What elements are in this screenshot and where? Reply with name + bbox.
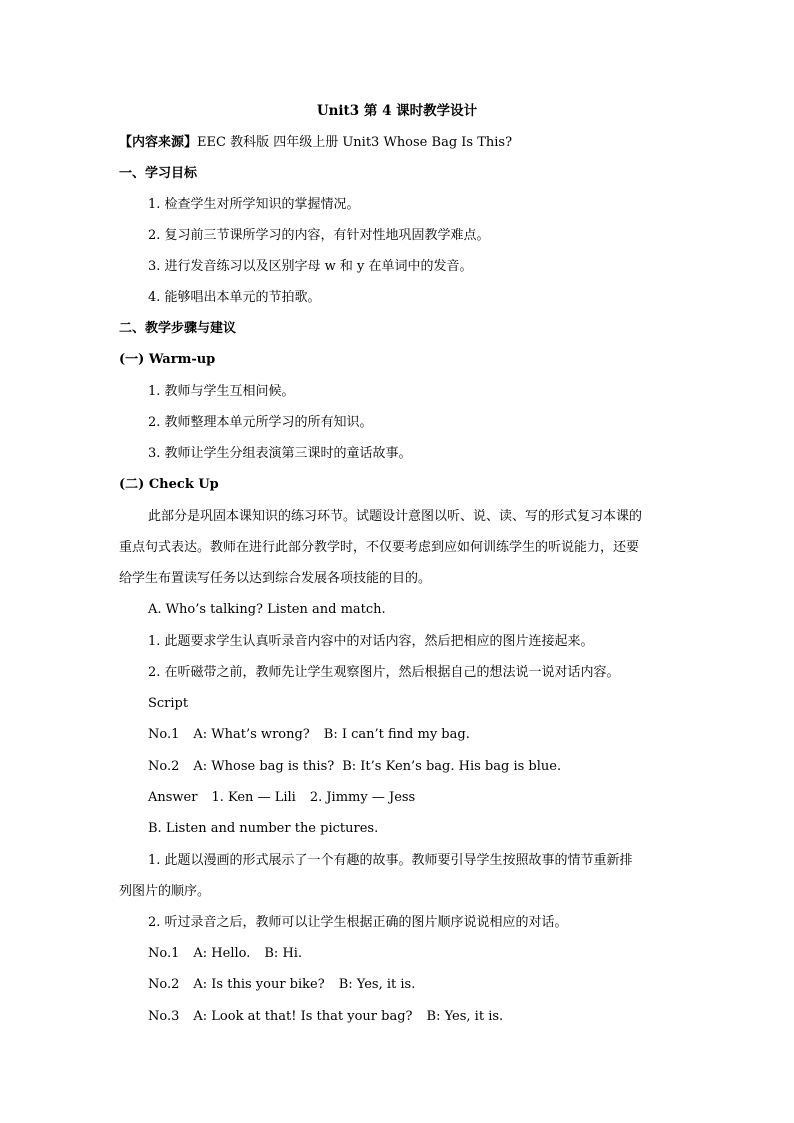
part-a-item: 2. 在听磁带之前，教师先让学生观察图片，然后根据自己的想法说一说对话内容。 (148, 665, 620, 680)
part-a-item: 1. 此题要求学生认真听录音内容中的对话内容，然后把相应的图片连接起来。 (148, 634, 594, 649)
warmup-item: 2. 教师整理本单元所学习的所有知识。 (148, 415, 373, 430)
content-source-line (119, 133, 680, 153)
warmup-item: 3. 教师让学生分组表演第三课时的童话故事。 (148, 446, 412, 461)
script-number: No.2 (148, 977, 180, 992)
script-label: Script (148, 696, 189, 711)
objective-item: 4. 能够唱出本单元的节拍歌。 (148, 290, 321, 305)
checkup-intro-line: 重点句式表达。教师在进行此部分教学时，不仅要考虑到应如何训练学生的听说能力，还要 (119, 540, 640, 555)
section-heading-steps: 二、教学步骤与建议 (119, 321, 237, 336)
script-speaker-a: A: Hello. (193, 946, 251, 961)
page-title: Unit3 第 4 课时教学设计 (316, 103, 478, 119)
script-speaker-b: B: It’s Ken’s bag. His bag is blue. (342, 759, 562, 774)
script-number: No.1 (148, 727, 180, 742)
subsection-heading-warmup: (一) Warm-up (119, 352, 216, 367)
subsection-heading-checkup: (二) Check Up (119, 477, 219, 492)
script-speaker-a: A: Whose bag is this? (193, 759, 335, 774)
script-speaker-a: A: Is this your bike? (193, 977, 325, 992)
content-source-text: EEC 教科版 四年级上册 Unit3 Whose Bag Is This? (197, 135, 513, 150)
script-number: No.3 (148, 1009, 180, 1024)
part-b-heading: B. Listen and number the pictures. (148, 821, 379, 836)
checkup-intro-line: 给学生布置读写任务以达到综合发展各项技能的目的。 (119, 571, 432, 586)
part-a-heading: A. Who’s talking? Listen and match. (148, 602, 386, 617)
part-b-item: 1. 此题以漫画的形式展示了一个有趣的故事。教师要引导学生按照故事的情节重新排 (148, 853, 633, 868)
script-speaker-a: A: What’s wrong? (193, 727, 310, 742)
section-heading-objectives: 一、学习目标 (119, 166, 198, 181)
answer-item: 2. Jimmy — Jess (309, 790, 416, 805)
script-number: No.1 (148, 946, 180, 961)
answer-item: 1. Ken — Lili (211, 790, 296, 805)
script-speaker-b: B: Yes, it is. (426, 1009, 504, 1024)
warmup-item: 1. 教师与学生互相问候。 (148, 384, 295, 399)
script-speaker-b: B: Yes, it is. (338, 977, 416, 992)
script-speaker-a: A: Look at that! Is that your bag? (193, 1009, 413, 1024)
part-b-item-continued: 列图片的顺序。 (119, 884, 211, 899)
script-line (148, 944, 680, 964)
checkup-intro-line: 此部分是巩固本课知识的练习环节。试题设计意图以听、说、读、写的形式复习本课的 (148, 509, 643, 524)
script-number: No.2 (148, 759, 180, 774)
content-source-label: 【内容来源】 (119, 135, 198, 150)
script-speaker-b: B: I can’t find my bag. (323, 727, 470, 742)
script-line (148, 757, 680, 777)
objective-item: 3. 进行发音练习以及区别字母 w 和 y 在单词中的发音。 (148, 259, 473, 274)
answer-label: Answer (148, 790, 198, 805)
objective-item: 1. 检查学生对所学知识的掌握情况。 (148, 197, 360, 212)
objective-item: 2. 复习前三节课所学习的内容，有针对性地巩固教学难点。 (148, 228, 490, 243)
script-line (148, 1007, 680, 1027)
part-b-item: 2. 听过录音之后，教师可以让学生根据正确的图片顺序说说相应的对话。 (148, 915, 568, 930)
script-line (148, 725, 680, 745)
script-line (148, 975, 680, 995)
script-speaker-b: B: Hi. (264, 946, 303, 961)
answer-line (148, 788, 680, 808)
